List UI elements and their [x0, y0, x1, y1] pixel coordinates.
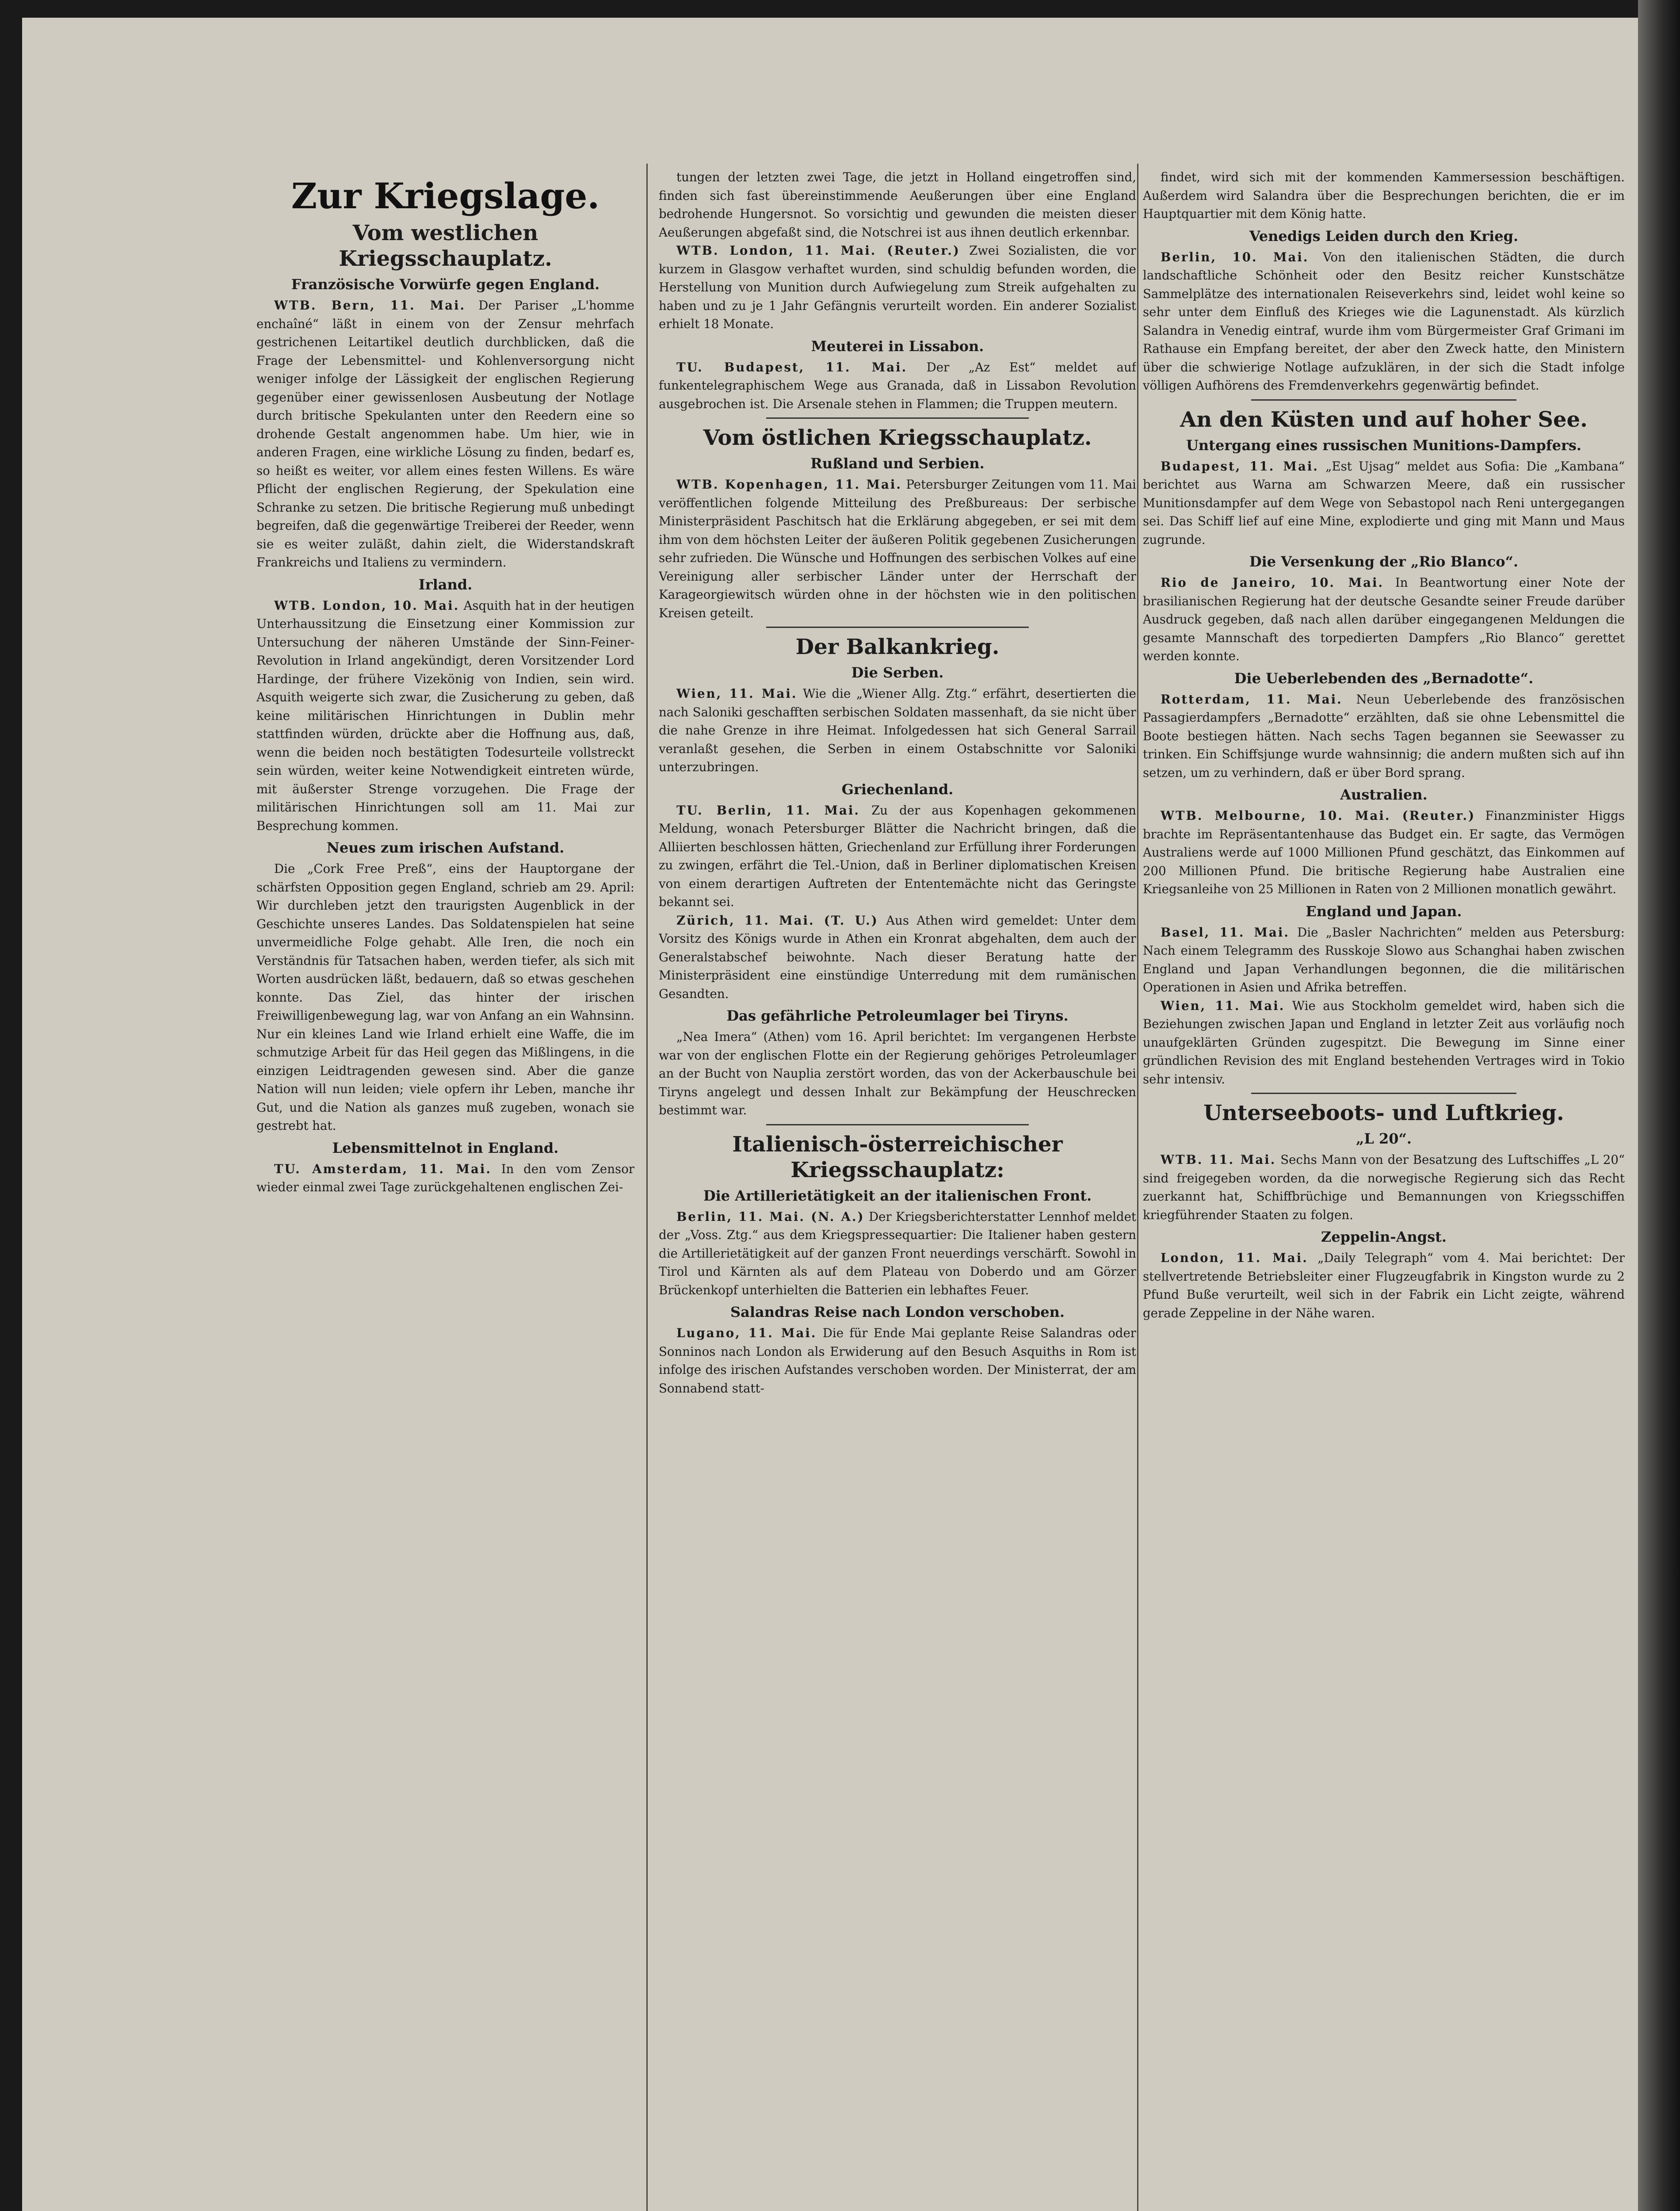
article-subheading: Die Versenkung der „Rio Blanco“. — [1249, 553, 1519, 570]
article-paragraph: TU. Budapest, 11. Mai. Der „Az Est“ meldet auf funkentelegraphischem Wege aus Granada, daß in Lissabon Revolution ausgebrochen ist. Die Arsenale stehen in Flammen; die Truppen meutern. — [659, 360, 1136, 411]
dateline: Basel, 11. Mai. — [1161, 925, 1290, 940]
article-paragraph: Berlin, 10. Mai. Von den italienischen Städten, die durch landschaftliche Schönheit oder den Besitz reicher Kunstschätze Sammelplätze des internationalen Reiseverkehrs sind, leidet wohl keine so sehr unter dem Einfluß des Krieges wie die Lagunenstadt. Als kürzlich Salandra in Venedig eintraf, wurde ihm vom Bürgermeister Graf Grimani im Rathause ein Empfang bereitet, der aber den Zweck hatte, den Ministern über die schwierige Notlage aufzuklären, in der sich die Stadt infolge völligen Aufhörens des Fremdenverkehrs gegenwärtig befindet. — [1143, 249, 1625, 393]
separator — [766, 1124, 1029, 1125]
dateline: WTB. Bern, 11. Mai. — [274, 298, 466, 313]
article-subheading: England und Japan. — [1306, 903, 1462, 920]
article-subheading: Salandras Reise nach London verschoben. — [730, 1304, 1065, 1320]
section-heading: Der Balkankrieg. — [795, 635, 1000, 659]
article-subheading: Die Serben. — [851, 664, 944, 681]
article-paragraph: Wien, 11. Mai. Wie die „Wiener Allg. Ztg.“ erfährt, desertierten die nach Saloniki geschafften serbischen Soldaten massenhaft, da sie nicht über die nahe Grenze in ihre Heimat. Infolgedessen hat sich General Sarrail veranlaßt gesehen, die Serben in einem Ostabschnitte vor Saloniki unterzubringen. — [659, 686, 1136, 774]
dateline: Rio de Janeiro, 10. Mai. — [1161, 575, 1384, 590]
article-subheading: Griechenland. — [841, 780, 954, 798]
article-paragraph: findet, wird sich mit der kommenden Kammersession beschäftigen. Außerdem wird Salandra über die Besprechungen berichten, die er im Hauptquartier mit dem König hatte. — [1143, 170, 1625, 221]
article-subheading: Zeppelin-Angst. — [1321, 1228, 1447, 1245]
article-paragraph: Rio de Janeiro, 10. Mai. In Beantwortung einer Note der brasilianischen Regierung hat der deutsche Gesandte seiner Freude darüber Ausdruck gegeben, daß nach allen darüber eingegangenen Meldungen die gesamte Mannschaft des torpedierten Dampfers „Rio Blanco“ gerettet werden konnte. — [1143, 575, 1625, 663]
article-paragraph: Rotterdam, 11. Mai. Neun Ueberlebende des französischen Passagierdampfers „Bernadotte“ erzählten, daß sie ohne Lebensmittel die Boote bestiegen hätten. Nach sechs Tagen begannen sie Seewasser zu trinken. Ein Schiffsjunge wurde wahnsinnig; die andern mußten sich auf ihn setzen, um zu verhindern, daß er über Bord sprang. — [1143, 692, 1625, 780]
dateline: Budapest, 11. Mai. — [1161, 459, 1319, 474]
dateline: TU. Amsterdam, 11. Mai. — [274, 1161, 492, 1176]
article-subheading: Rußland und Serbien. — [810, 455, 985, 472]
article-subheading: Neues zum irischen Aufstand. — [326, 839, 565, 856]
dateline: Wien, 11. Mai. — [676, 686, 798, 701]
article-paragraph: Zürich, 11. Mai. (T. U.) Aus Athen wird gemeldet: Unter dem Vorsitz des Königs wurde in Athen ein Kronrat abgehalten, dem auch der Generalstabschef beiwohnte. Nach dieser Beratung hatte der Ministerpräsident eine einstündige Unterredung mit dem rumänischen Gesandten. — [659, 913, 1136, 1001]
dateline: WTB. London, 11. Mai. (Reuter.) — [676, 243, 960, 258]
dateline: Berlin, 11. Mai. (N. A.) — [676, 1209, 865, 1224]
dateline: WTB. Kopenhagen, 11. Mai. — [676, 477, 902, 492]
dateline: Wien, 11. Mai. — [1161, 998, 1285, 1013]
separator — [1251, 1093, 1516, 1094]
dateline: WTB. London, 10. Mai. — [274, 598, 460, 613]
column-1 — [256, 168, 634, 2211]
column-rule — [646, 164, 648, 2211]
article-subheading: Das gefährliche Petroleumlager bei Tiryns. — [726, 1007, 1069, 1024]
article-subheading: „L 20“. — [1355, 1130, 1412, 1147]
article-subheading: Französische Vorwürfe gegen England. — [291, 276, 600, 293]
article-paragraph: „Nea Imera“ (Athen) vom 16. April berichtet: Im vergangenen Herbste war von der englischen Flotte ein der Regierung gehöriges Petroleumlager an der Bucht von Nauplia zerstört worden, das von der Ackerbauschule bei Tiryns angelegt und dessen Inhalt zur Bekämpfung der Heuschrecken bestimmt war. — [659, 1029, 1136, 1117]
page-title: Zur Kriegslage. — [291, 175, 600, 217]
page-binding-edge — [1638, 0, 1680, 2211]
article-paragraph: WTB. Bern, 11. Mai. Der Pariser „L'homme enchaîné“ läßt in einem von der Zensur mehrfach gestrichenen Leitartikel deutlich durchblicken, daß die Frage der Lebensmittel- und Kohlenversorgung nicht weniger infolge der Lässigkeit der englischen Regierung gegenüber einer gewissenlosen Ausbeutung der Notlage durch britische Spekulanten unter den Reedern eine so drohende Gestalt angenommen habe. Um hier, wie in anderen Fragen, eine wirkliche Lösung zu finden, bedarf es, so heißt es weiter, vor allem eines festen Willens. Es wäre Pflicht der englischen Regierung, der Spekulation eine Schranke zu setzen. Die britische Regierung muß unbedingt begreifen, daß die gegenwärtige Treiberei der Reeder, wenn sie es weiter zuläßt, dahin zielt, die Widerstandskraft Frankreichs und Italiens zu vermindern. — [256, 298, 634, 570]
article-paragraph: WTB. Kopenhagen, 11. Mai. Petersburger Zeitungen vom 11. Mai veröffentlichen folgende Mitteilung des Preßbureaus: Der serbische Ministerpräsident Paschitsch hat die Erklärung abgegeben, er sei mit dem ihm von dem höchsten Leiter der äußeren Politik gegebenen Zusicherungen sehr zufrieden. Die Wünsche und Hoffnungen des serbischen Volkes auf eine Vereinigung aller serbischer Länder unter der Herrschaft der Karageorgiewitsch würden ohne in der höchsten wie in den politischen Kreisen geteilt. — [659, 477, 1136, 620]
column-3 — [1143, 168, 1625, 2211]
section-heading: Vom westlichen Kriegsschauplatz. — [339, 221, 552, 271]
section-heading: Unterseeboots- und Luftkrieg. — [1203, 1101, 1564, 1125]
dateline: TU. Berlin, 11. Mai. — [676, 803, 860, 818]
dateline: Berlin, 10. Mai. — [1161, 249, 1309, 264]
dateline: TU. Budapest, 11. Mai. — [676, 360, 908, 375]
article-paragraph: Lugano, 11. Mai. Die für Ende Mai geplante Reise Salandras oder Sonninos nach London als Erwiderung auf den Besuch Asquiths in Rom ist infolge des irischen Aufstandes verschoben worden. Der Ministerrat, der am Sonnabend statt- — [659, 1326, 1136, 1396]
article-paragraph: Budapest, 11. Mai. „Est Ujsag“ meldet aus Sofia: Die „Kambana“ berichtet aus Warna am Schwarzen Meere, daß ein russischer Munitionsdampfer auf dem Wege von Sebastopol nach Reni untergegangen sei. Das Schiff lief auf eine Mine, explodierte und ging mit Mann und Maus zugrunde. — [1143, 459, 1625, 547]
dateline: Zürich, 11. Mai. (T. U.) — [676, 913, 878, 928]
article-subheading: Die Ueberlebenden des „Bernadotte“. — [1234, 669, 1534, 687]
article-paragraph: Basel, 11. Mai. Die „Basler Nachrichten“ melden aus Petersburg: Nach einem Telegramm des Russkoje Slowo aus Schanghai haben zwischen England und Japan Verhandlungen begonnen, die die militärischen Operationen in Asien und Afrika betreffen. — [1143, 925, 1625, 995]
article-paragraph: WTB. London, 11. Mai. (Reuter.) Zwei Sozialisten, die vor kurzem in Glasgow verhaftet wurden, sind schuldig befunden worden, die Herstellung von Munition durch Aufwiegelung zum Streik aufgehalten zu haben und zu je 1 Jahr Gefängnis verurteilt worden. Ein anderer Sozialist erhielt 18 Monate. — [659, 243, 1136, 331]
separator — [766, 627, 1029, 628]
article-subheading: Lebensmittelnot in England. — [332, 1139, 559, 1156]
article-paragraph: TU. Berlin, 11. Mai. Zu der aus Kopenhagen gekommenen Meldung, wonach Petersburger Blätter die Nachricht bringen, daß die Alliierten beschlossen hätten, Griechenland zur Erfüllung ihrer Forderungen zu zwingen, erfährt die Tel.-Union, daß in Berliner diplomatischen Kreisen von einem derartigen Auftreten der Ententemächte nicht das Geringste bekannt sei. — [659, 803, 1136, 909]
dateline: WTB. 11. Mai. — [1161, 1152, 1276, 1167]
article-paragraph: Berlin, 11. Mai. (N. A.) Der Kriegsberichterstatter Lennhof meldet der „Voss. Ztg.“ aus dem Kriegspressequartier: Die Italiener haben gestern die Artillerietätigkeit auf der ganzen Front neuerdings verschärft. Sowohl in Tirol und Kärnten als auf dem Plateau von Doberdo und am Görzer Brückenkopf unterhielten die Batterien ein lebhaftes Feuer. — [659, 1209, 1136, 1297]
article-paragraph: WTB. 11. Mai. Sechs Mann von der Besatzung des Luftschiffes „L 20“ sind freigegeben worden, da die norwegische Regierung sich das Recht zuerkannt hat, Schiffbrüchige und Bemannungen von Kriegsschiffen kriegführender Staaten zu folgen. — [1143, 1152, 1625, 1222]
article-paragraph: TU. Amsterdam, 11. Mai. In den vom Zensor wieder einmal zwei Tage zurückgehaltenen englischen Zei- — [256, 1161, 634, 1194]
column-2 — [659, 168, 1136, 2211]
article-subheading: Australien. — [1340, 786, 1428, 803]
section-heading: Vom östlichen Kriegsschauplatz. — [703, 425, 1092, 450]
section-heading: An den Küsten und auf hoher See. — [1180, 407, 1588, 432]
article-paragraph: London, 11. Mai. „Daily Telegraph“ vom 4. Mai berichtet: Der stellvertretende Betriebsleiter einer Flugzeugfabrik in Kingston wurde zu 2 Pfund Buße verurteilt, weil sich in der Fabrik ein Licht zeigte, während gerade Zeppeline in der Nähe waren. — [1143, 1251, 1625, 1320]
article-paragraph: tungen der letzten zwei Tage, die jetzt in Holland eingetroffen sind, finden sich fast übereinstimmende Aeußerungen über eine England bedrohende Hungersnot. So vorsichtig und gewunden die meisten dieser Aeußerungen abgefaßt sind, die Notschrei ist aus ihnen deutlich erkennbar. — [659, 170, 1136, 240]
separator — [1251, 399, 1516, 401]
separator — [766, 417, 1029, 419]
article-paragraph: WTB. London, 10. Mai. Asquith hat in der heutigen Unterhaussitzung die Einsetzung einer Kommission zur Untersuchung der näheren Umstände der Sinn-Feiner-Revolution in Irland angekündigt, deren Vorsitzender Lord Hardinge, der frühere Vizekönig von Indien, sein wird. Asquith weigerte sich zwar, die Zusicherung zu geben, daß keine militärischen Hinrichtungen in Dublin mehr stattfinden würden, drückte aber die Hoffnung aus, daß, wenn die beiden noch bestätigten Todesurteile vollstreckt sein würden, weiter keine Notwendigkeit eintreten würde, mit äußerster Strenge vorzugehen. Die Frage der militärischen Hinrichtungen soll am 11. Mai zur Besprechung kommen. — [256, 598, 634, 833]
newspaper-page — [22, 18, 1638, 2211]
article-subheading: Venedigs Leiden durch den Krieg. — [1249, 227, 1519, 245]
article-subheading: Irland. — [418, 576, 473, 593]
article-subheading: Untergang eines russischen Munitions-Dampfers. — [1186, 436, 1581, 454]
section-heading: Italienisch-österreichischer Kriegsschauplatz: — [732, 1132, 1063, 1182]
article-subheading: Meuterei in Lissabon. — [811, 337, 984, 355]
article-paragraph: Wien, 11. Mai. Wie aus Stockholm gemeldet wird, haben sich die Beziehungen zwischen Japan und England in letzter Zeit aus vorläufig noch unaufgeklärten Gründen zugespitzt. Die Bewegung im Sinne einer gründlichen Revision des mit England bestehenden Vertrages wird in Tokio sehr intensiv. — [1143, 998, 1625, 1086]
column-rule — [1137, 164, 1138, 2211]
dateline: London, 11. Mai. — [1161, 1251, 1308, 1265]
article-subheading: Die Artillerietätigkeit an der italienischen Front. — [703, 1187, 1092, 1204]
article-paragraph: WTB. Melbourne, 10. Mai. (Reuter.) Finanzminister Higgs brachte im Repräsentantenhause das Budget ein. Er sagte, das Vermögen Australiens werde auf 1000 Millionen Pfund geschätzt, das Einkommen auf 200 Millionen Pfund. Die britische Regierung habe Australien eine Kriegsanleihe von 25 Millionen in Raten von 2 Millionen monatlich gewährt. — [1143, 808, 1625, 896]
dateline: Rotterdam, 11. Mai. — [1161, 692, 1343, 707]
article-paragraph: Die „Cork Free Preß“, eins der Hauptorgane der schärfsten Opposition gegen England, schrieb am 29. April: Wir durchleben jetzt den traurigsten Augenblick in der Geschichte unseres Landes. Das Soldatenspielen hat seine unvermeidliche Folge gehabt. Alle Iren, die noch ein Verständnis für Tatsachen haben, werden tiefer, als sich mit Worten ausdrücken läßt, bedauern, daß so etwas geschehen konnte. Das Ziel, das hinter der irischen Freiwilligenbewegung lag, war von Anfang an ein Wahnsinn. Nur ein kleines Land wie Irland erhielt eine Waffe, die im schmutzige Arbeit für das Heil gegen das Mißlingens, in die einzigen Leidtragenden gewesen sind. Aber die ganze Nation will nun leiden; viele opfern ihr Leben, manche ihr Gut, und die Nation als ganzes muß zugeben, wonach sie gestrebt hat. — [256, 861, 634, 1133]
dateline: WTB. Melbourne, 10. Mai. (Reuter.) — [1161, 808, 1476, 823]
dateline: Lugano, 11. Mai. — [676, 1326, 817, 1340]
